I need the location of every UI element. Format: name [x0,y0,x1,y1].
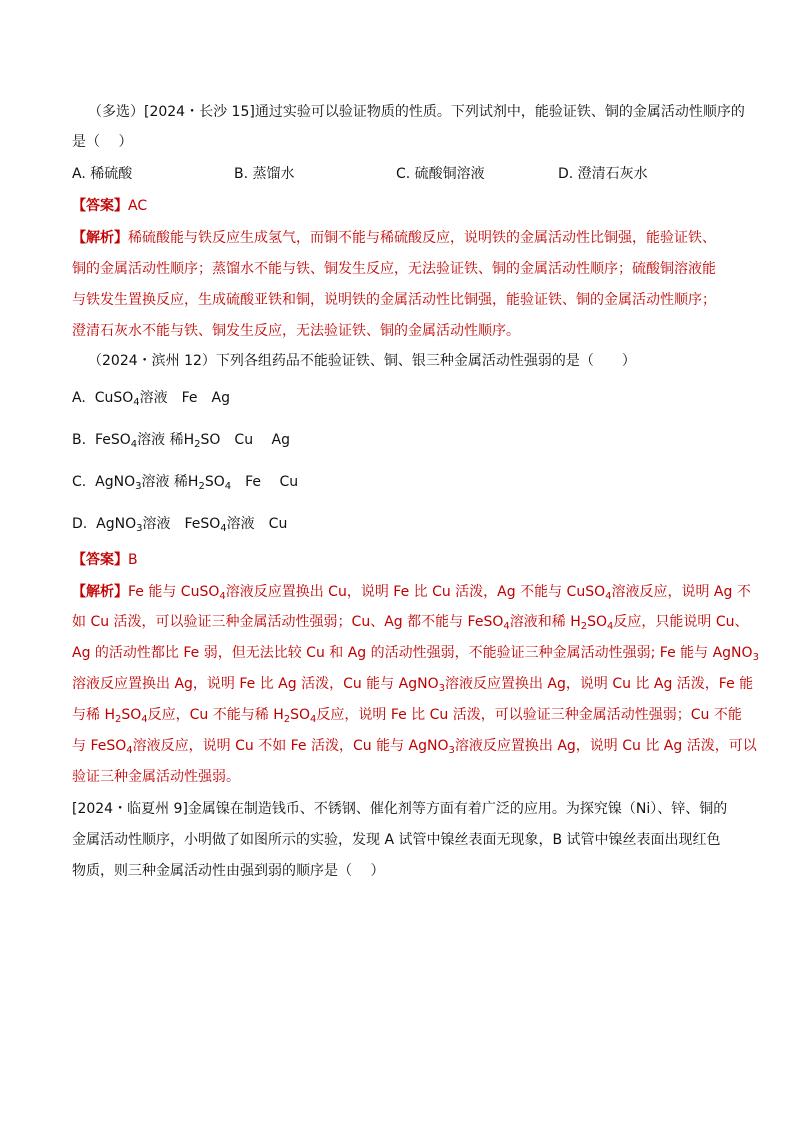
q1-analysis-line1: 【解析】稀硫酸能与铁反应生成氢气，而铜不能与稀硫酸反应，说明铁的金属活动性比铜强，能验证铁、 [72,230,716,246]
q2-analysis-line7: 验证三种金属活动性强弱。 [72,769,240,785]
answer-value: B [128,552,138,568]
q1-analysis-line3: 与铁发生置换反应，生成硫酸亚铁和铜，说明铁的金属活动性比铜强，能验证铁、铜的金属活动性顺序； [72,292,716,308]
q1-stem-line2: 是（ ） [72,134,133,150]
q1-answer [72,196,147,216]
q1-analysis-line4: 澄清石灰水不能与铁、铜发生反应，无法验证铁、铜的金属活动性顺序。 [72,323,520,339]
analysis-tag: 【解析】 [72,584,128,600]
q3-line2: 金属活动性顺序，小明做了如图所示的实验，发现 A 试管中镍丝表面无现象，B 试管中镍丝表面出现红色 [72,832,721,848]
q3-line3: 物质，则三种金属活动性由强到弱的顺序是（ ） [72,863,385,879]
q1-stem-line1: （多选）[2024・长沙 15]通过实验可以验证物质的性质。下列试剂中，能验证铁、铜的金属活动性顺序的 [88,104,745,120]
q2-option-a: A. CuSO$_4$溶液 Fe Ag [72,390,230,408]
q2-analysis-line4: 溶液反应置换出 Ag，说明 Fe 比 Ag 活泼，Cu 能与 AgNO$_3$溶液反应置换出 Ag，说明 Cu 比 Ag 活泼，Fe 能 [72,676,754,694]
analysis-tag: 【解析】 [72,230,128,246]
answer-tag: 【答案】 [72,198,128,214]
q1-option-b: B. 蒸馏水 [234,166,295,182]
answer-tag: 【答案】 [72,552,128,568]
q2-analysis-line5: 与稀 $H_2SO_4$反应，Cu 不能与稀 $H_2SO_4$反应，说明 Fe 比 Cu 活泼，可以验证三种金属活动性强弱；Cu 不能 [72,707,742,725]
q2-analysis-line2: 如 Cu 活泼，可以验证三种金属活动性强弱；Cu、Ag 都不能与 FeSO$_4$溶液和稀 $H_2SO_4$反应，只能说明 Cu、 [72,614,749,632]
q1-analysis-line2: 铜的金属活动性顺序；蒸馏水不能与铁、铜发生反应，无法验证铁、铜的金属活动性顺序；硫酸铜溶液能 [72,261,716,277]
q1-option-d: D. 澄清石灰水 [558,166,648,182]
q2-analysis-line3: Ag 的活动性都比 Fe 弱，但无法比较 Cu 和 Ag 的活动性强弱，不能验证三种金属活动性强弱; Fe 能与 AgNO$_3$ [72,645,759,663]
q1-option-c: C. 硫酸铜溶液 [396,166,485,182]
q1-option-a: A. 稀硫酸 [72,166,133,182]
q2-analysis-line1: 【解析】Fe 能与 CuSO$_4$溶液反应置换出 Cu，说明 Fe 比 Cu 活泼，Ag 不能与 CuSO$_4$溶液反应，说明 Ag 不 [72,584,751,602]
q2-analysis-line6: 与 FeSO$_4$溶液反应，说明 Cu 不如 Fe 活泼，Cu 能与 AgNO$_3$溶液反应置换出 Ag，说明 Cu 比 Ag 活泼，可以 [72,738,757,756]
q2-option-d: D. AgNO$_3$溶液 FeSO$_4$溶液 Cu [72,516,288,534]
answer-value: AC [128,198,148,214]
q2-option-b: B. FeSO$_4$溶液 稀$H_2SO$ Cu Ag [72,432,290,450]
q2-option-c: C. AgNO$_3$溶液 稀$H_2SO_4$ Fe Cu [72,474,299,492]
q3-line1: [2024・临夏州 9]金属镍在制造钱币、不锈钢、催化剂等方面有着广泛的应用。为探究镍（Ni）、锌、铜的 [72,801,728,817]
q2-stem: （2024・滨州 12）下列各组药品不能验证铁、铜、银三种金属活动性强弱的是（ ） [88,353,636,369]
q2-answer [72,550,138,570]
